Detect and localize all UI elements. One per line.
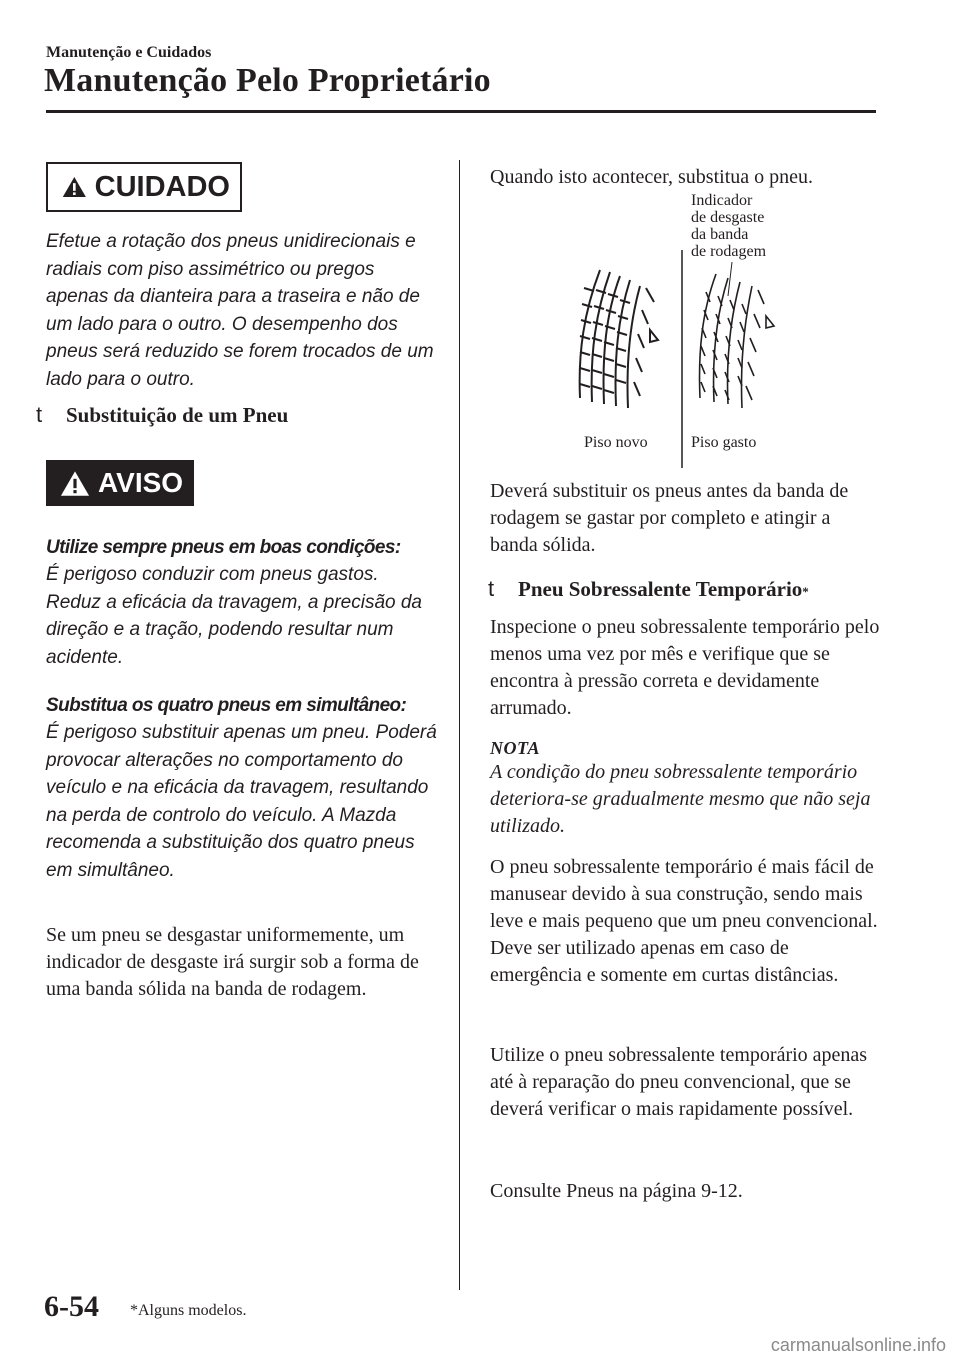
wear-indicator-paragraph: Se um pneu se desgastar uniformemente, um indicador de desgaste irá surgir sob a forma de uma banda sólida na banda de rodagem. [46, 924, 419, 1000]
spare-usage-paragraph: Utilize o pneu sobressalente temporário apenas até à reparação do pneu convencional, que se deverá verificar o mais rapidamente possível. [490, 1044, 868, 1120]
asterisk-mark: * [802, 584, 809, 599]
warning-heading-2: Substitua os quatro pneus em simultâneo: [46, 695, 407, 716]
warning-triangle-icon [62, 173, 87, 201]
warning-text-2: É perigoso substituir apenas um pneu. Poderá provocar alterações no comportamento do veículo e na eficácia da travagem, resultando na perda de controlo do veículo. A Mazda recomenda a substituição dos quatro pneus em simultâneo. [46, 722, 437, 881]
warning-box [46, 460, 194, 506]
replacement-heading [36, 402, 288, 428]
spare-heading [488, 576, 809, 602]
indicator-pointer [728, 262, 732, 296]
bullet-marker: t [36, 402, 43, 427]
title-rule [46, 110, 876, 113]
warning-label: AVISO [98, 467, 184, 498]
note-block [490, 738, 880, 840]
caution-text: Efetue a rotação dos pneus unidirecionais e radiais com piso assimétrico ou pregos apenas da dianteira para a traseira e não de um lado para o outro. O desempenho dos pneus será reduzido se forem trocados de um lado para o outro. [46, 231, 434, 390]
spare-heading-text: Pneu Sobressalente Temporário [518, 577, 803, 601]
warning-block-2 [46, 692, 438, 884]
warning-triangle-icon [60, 470, 90, 497]
indicator-caption: Indicador de desgaste da banda de rodagem [691, 192, 767, 260]
bullet-marker: t [488, 576, 495, 601]
column-divider [459, 160, 460, 1290]
replacement-heading-text: Substituição de um Pneu [66, 403, 289, 427]
caution-box [46, 162, 242, 212]
page-title: Manutenção Pelo Proprietário [44, 62, 491, 99]
spare-description-paragraph: O pneu sobressalente temporário é mais fácil de manusear devido à sua construção, sendo mais leve e mais pequeno que um pneu convencional. Deve ser utilizado apenas em caso de emergência e somente em curtas distâncias. [490, 856, 878, 986]
tread-diagram [560, 192, 800, 472]
warning-heading-1: Utilize sempre pneus em boas condições: [46, 537, 401, 558]
footnote: *Alguns modelos. [130, 1302, 247, 1319]
page-number: 6-54 [44, 1290, 99, 1323]
note-text: A condição do pneu sobressalente temporário deteriora-se gradualmente mesmo que não seja utilizado. [490, 761, 871, 837]
warning-block-1 [46, 534, 438, 671]
inspect-paragraph: Inspecione o pneu sobressalente temporário pelo menos uma vez por mês e verifique que se encontra à pressão correta e devidamente arrumado. [490, 616, 880, 719]
new-tread-caption: Piso novo [584, 434, 648, 451]
worn-tread-icon [700, 274, 774, 408]
reference-paragraph: Consulte Pneus na página 9-12. [490, 1180, 743, 1202]
watermark: carmanualsonline.info [770, 1335, 946, 1355]
section-label: Manutenção e Cuidados [46, 44, 212, 61]
new-tread-icon [580, 270, 658, 408]
warning-text-1: É perigoso conduzir com pneus gastos. Reduz a eficácia da travagem, a precisão da direção e a tração, podendo resultar num acidente. [46, 564, 422, 668]
tread-wear-figure [560, 192, 800, 472]
note-label: NOTA [490, 738, 541, 758]
intro-paragraph: Quando isto acontecer, substitua o pneu. [490, 166, 814, 188]
replace-before-paragraph: Deverá substituir os pneus antes da banda de rodagem se gastar por completo e atingir a banda sólida. [490, 480, 849, 556]
worn-tread-caption: Piso gasto [691, 434, 757, 451]
caution-label: CUIDADO [94, 170, 230, 203]
